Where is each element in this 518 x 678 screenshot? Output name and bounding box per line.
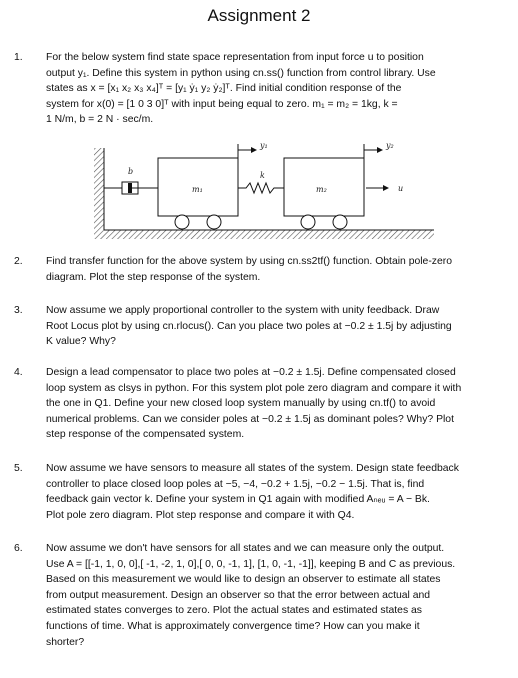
question-line: Now assume we don't have sensors for all states and we can measure only the output. <box>46 543 445 554</box>
question-number: 2. <box>14 256 23 267</box>
question-3 <box>14 303 494 350</box>
question-line: Based on this measurement we would like to design an observer to estimate all states <box>46 574 441 586</box>
question-line: Now assume we have sensors to measure all states of the system. Design state feedback <box>46 463 459 474</box>
mass-2-label: m₂ <box>316 185 327 194</box>
question-line: diagram. Plot the step response of the system. <box>46 271 261 283</box>
question-line: system for x(0) = [1 0 3 0]ᵀ with input being equal to zero. m₁ = m₂ = 1kg, k = <box>46 98 398 110</box>
wheel <box>333 215 347 229</box>
question-5 <box>14 461 494 523</box>
question-line: controller to place closed loop poles at −5, −4, −0.2 + 1.5j, −0.2 − 1.5j. That is, find <box>46 478 425 490</box>
mass-1-label: m₁ <box>192 185 203 194</box>
wheel <box>175 215 189 229</box>
spring-label: k <box>260 171 265 180</box>
question-line: Design a lead compensator to place two poles at −0.2 ± 1.5j. Define compensated closed <box>46 367 456 378</box>
question-line: the one in Q1. Define your new closed loop system manually by using cn.tf() to avoid <box>46 398 436 410</box>
question-line: Use A = [[-1, 1, 0, 0],[ -1, -2, 1, 0],[ 0, 0, -1, 1], [1, 0, -1, -1]], keeping B and C as previous. <box>46 558 456 570</box>
damper-label: b <box>128 167 134 176</box>
question-line: feedback gain vector k. Define your system in Q1 again with modified Aₙₑᵤ = A − Bk. <box>46 494 430 506</box>
question-line: output y₁. Define this system in python using cn.ss() function from control library. Use <box>46 67 436 79</box>
question-line: shorter? <box>46 636 85 648</box>
page-title: Assignment 2 <box>207 6 311 25</box>
question-line: Plot pole zero diagram. Plot step response and compare it with Q4. <box>46 509 355 521</box>
question-line: functions of time. What is approximately convergence time? How can you make it <box>46 620 420 632</box>
damper <box>104 182 158 194</box>
question-line: estimated states converges to zero. Plot the actual states and estimated states as <box>46 605 422 617</box>
y1-label: y₁ <box>260 141 268 150</box>
question-number: 6. <box>14 543 23 554</box>
question-number: 1. <box>14 52 23 63</box>
question-line: For the below system find state space representation from input force u to position <box>46 52 424 63</box>
wheel <box>207 215 221 229</box>
question-line: Root Locus plot by using cn.rlocus(). Can you place two poles at −0.2 ± 1.5j by adjusting <box>46 320 452 332</box>
question-number: 5. <box>14 463 23 474</box>
question-line: Now assume we apply proportional controller to the system with unity feedback. Draw <box>46 305 440 316</box>
question-number: 4. <box>14 367 23 378</box>
question-line: step response of the compensated system. <box>46 429 245 441</box>
y2-label: y₂ <box>386 141 394 150</box>
question-line: Find transfer function for the above system by using cn.ss2tf() function. Obtain pole-zero <box>46 256 453 267</box>
question-line: states as x = [x₁ x₂ x₃ x₄]ᵀ = [y₁ ẏ₁ y₂ ẏ₂]ᵀ. Find initial condition response of the <box>46 83 402 95</box>
wheel <box>301 215 315 229</box>
question-2 <box>14 254 494 285</box>
question-6 <box>14 541 494 650</box>
question-line: loop system as clsys in python. For this system plot pole zero diagram and compare it with <box>46 382 462 394</box>
mass-spring-damper-diagram <box>86 140 436 240</box>
question-line: from output measurement. Design an observer so that the error between actual and <box>46 589 431 601</box>
question-line: numerical problems. Can we consider poles at −0.2 ± 1.5j as dominant poles? Why? Plot <box>46 413 454 425</box>
spring <box>238 183 284 193</box>
question-4 <box>14 365 494 443</box>
ground <box>94 230 434 239</box>
question-line: 1 N/m, b = 2 N · sec/m. <box>46 114 154 126</box>
question-number: 3. <box>14 305 23 316</box>
wall <box>94 148 104 230</box>
force-label: u <box>398 184 404 193</box>
question-line: K value? Why? <box>46 336 116 348</box>
question-1 <box>14 50 494 128</box>
